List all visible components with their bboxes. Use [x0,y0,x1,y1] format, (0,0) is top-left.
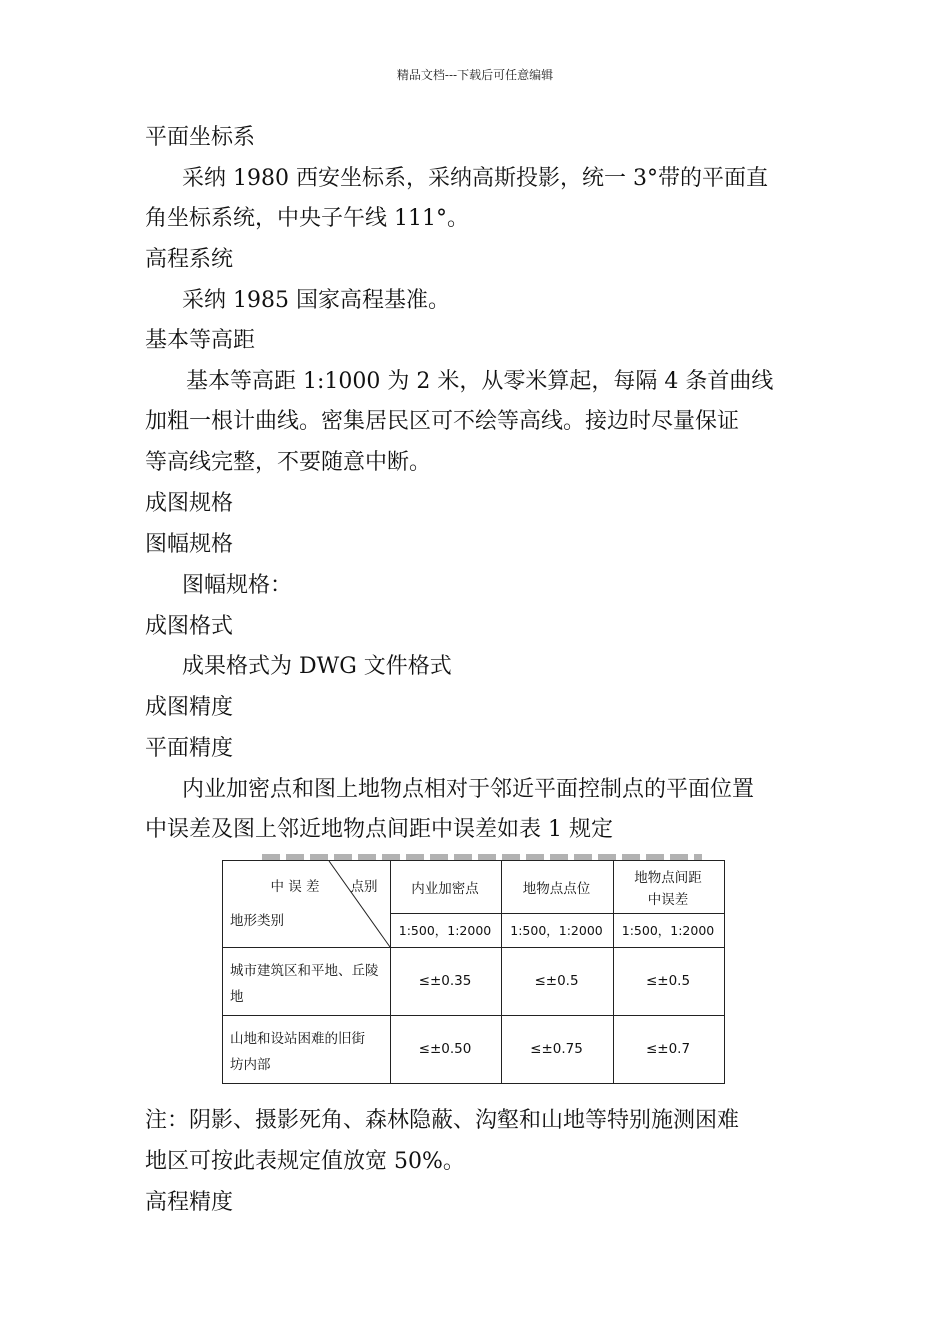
heading-sheet-spec: 图幅规格 [145,532,234,557]
paragraph: 图幅规格： [182,573,293,598]
paragraph: 加粗一根计曲线。密集居民区可不绘等高线。接边时尽量保证 [145,409,740,434]
paragraph: 基本等高距 1:1000 为 2 米，从零米算起，每隔 4 条首曲线 [186,369,774,394]
paragraph: 成果格式为 DWG 文件格式 [182,654,452,679]
scale-cell: 1:500，1:2000 [510,923,603,938]
row-label-mountain-2: 坊内部 [230,1057,271,1073]
paragraph: 采纳 1985 国家高程基准。 [182,288,450,313]
accuracy-table [222,860,725,1084]
col-header-feature-position: 地物点点位 [522,881,591,897]
heading-plane-accuracy: 平面精度 [145,736,234,761]
note-paragraph: 注：阴影、摄影死角、森林隐蔽、沟壑和山地等特别施测困难 [145,1108,740,1133]
note-paragraph: 地区可按此表规定值放宽 50%。 [145,1149,465,1174]
row-label-urban-2: 地 [230,989,244,1005]
table-cell: ≤±0.35 [418,973,472,989]
diag-header-terrain: 地形类别 [230,913,284,929]
table-cell: ≤±0.5 [645,973,691,989]
col-header-spacing-error-2: 中误差 [647,892,689,908]
row-label-urban: 城市建筑区和平地、丘陵 [230,963,379,979]
paragraph: 等高线完整，不要随意中断。 [145,450,432,475]
table-cell: ≤±0.5 [534,973,579,989]
heading-elevation-accuracy: 高程精度 [145,1190,234,1215]
diag-header-error: 中 误 差 [270,879,320,895]
scale-cell: 1:500，1:2000 [398,923,492,938]
table-cell: ≤±0.50 [418,1041,472,1057]
paragraph: 中误差及图上邻近地物点间距中误差如表 1 规定 [145,817,613,842]
col-header-spacing-error-1: 地物点间距 [634,870,702,886]
heading-elevation-system: 高程系统 [145,247,234,272]
table-cell: ≤±0.7 [645,1041,691,1057]
paragraph: 角坐标系统，中央子午线 111°。 [145,206,469,231]
heading-plane-coordinate: 平面坐标系 [145,125,256,150]
paragraph: 采纳 1980 西安坐标系，采纳高斯投影，统一 3°带的平面直 [182,166,768,191]
page-header: 精品文档---下载后可任意编辑 [396,68,554,82]
paragraph: 内业加密点和图上地物点相对于邻近平面控制点的平面位置 [182,777,755,802]
scale-cell: 1:500，1:2000 [621,923,715,938]
diag-header-point-type: 点别 [350,879,378,895]
heading-map-spec: 成图规格 [145,491,234,516]
heading-contour-interval: 基本等高距 [145,328,256,353]
table-cell: ≤±0.75 [530,1041,583,1057]
heading-map-accuracy: 成图精度 [145,695,234,720]
row-label-mountain: 山地和设站困难的旧街 [230,1031,365,1047]
col-header-dense-points: 内业加密点 [411,881,479,897]
heading-map-format: 成图格式 [145,614,234,639]
